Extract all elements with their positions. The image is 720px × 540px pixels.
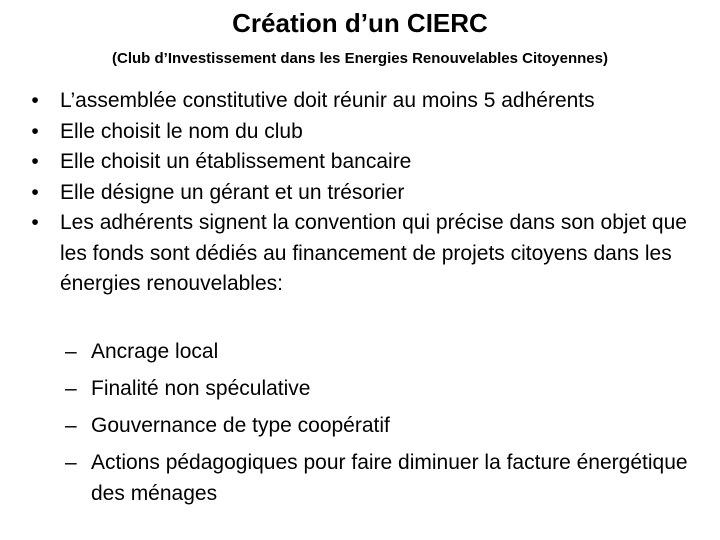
bullet-icon: • — [31, 89, 39, 112]
sub-bullet-item — [24, 407, 704, 444]
slide-title: Création d’un CIERC — [232, 8, 488, 38]
bullet-icon: • — [31, 211, 39, 234]
dash-icon: – — [65, 340, 77, 363]
sub-bullet-text: Gouvernance de type coopératif — [91, 414, 390, 437]
bullet-item — [24, 147, 704, 178]
sub-bullet-text: Ancrage local — [91, 340, 219, 363]
bullet-icon: • — [31, 180, 39, 204]
bullet-list — [24, 86, 704, 300]
sub-bullet-item — [24, 370, 704, 407]
bullet-item — [24, 178, 704, 209]
sub-bullet-text: Finalité non spéculative — [91, 377, 311, 400]
bullet-icon: • — [31, 119, 39, 143]
sub-bullet-item — [24, 333, 704, 370]
bullet-text: Elle choisit le nom du club — [60, 119, 303, 143]
slide-subtitle: (Club d’Investissement dans les Energies Renouvelables Citoyennes) — [112, 50, 608, 67]
bullet-text: Elle désigne un gérant et un trésorier — [60, 180, 405, 204]
sub-bullet-text: Actions pédagogiques pour faire diminuer la facture énergétique des ménages — [91, 451, 688, 505]
sub-bullet-list — [24, 333, 704, 509]
bullet-text: Elle choisit un établissement bancaire — [60, 150, 412, 173]
dash-icon: – — [65, 451, 77, 474]
bullet-text: L’assemblée constitutive doit réunir au moins 5 adhérents — [60, 89, 595, 112]
bullet-text: Les adhérents signent la convention qui précise dans son objet que les fonds sont dédiés au financement de projets citoyens dans les énergies renouvelables: — [60, 211, 687, 295]
dash-icon: – — [65, 377, 77, 400]
bullet-item — [24, 86, 704, 117]
dash-icon: – — [65, 414, 77, 437]
bullet-item — [24, 117, 704, 148]
sub-bullet-item — [24, 444, 704, 509]
bullet-item — [24, 208, 704, 300]
bullet-icon: • — [31, 150, 39, 173]
